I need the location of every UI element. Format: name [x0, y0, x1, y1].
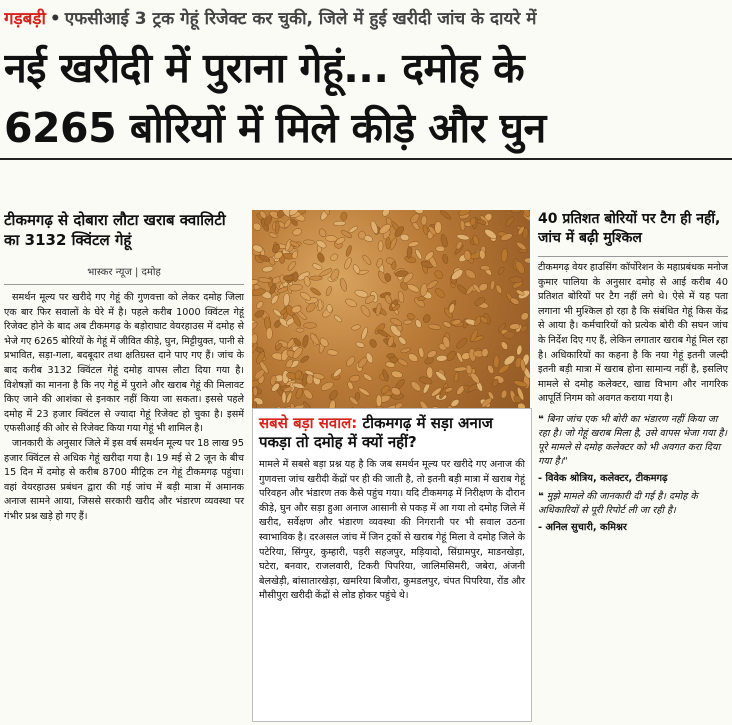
- right-article-body: टीकमगढ़ वेयर हाउसिंग कॉर्पोरेशन के महाप्रबंधक मनोज कुमार पालिया के अनुसार दमोह से आई करीब 40 प्रतिशत बोरियों पर टैग नहीं लगे थे। ऐसे में यह पता लगाना भी मुश्किल हो रहा है कि संबंधित गेहूं किस केंद्र से आया है। कर्मचारियों को प्रत्येक बोरी की सघन जांच के निर्देश दिए गए हैं, लेकिन लगातार खराब गेहूं मिल रहा है। अधिकारियों का कहना है कि नया गेहूं इतनी जल्दी इतनी बड़ी मात्रा में खराब होना सामान्य नहीं है, इसलिए मामले से दमोह कलेक्टर, खाद्य विभाग और नागरिक आपूर्ति निगम को अवगत कराया गया है।: [538, 262, 728, 405]
- headline-rule: [0, 158, 732, 160]
- quote-mark-icon: ❝: [538, 490, 544, 502]
- wheat-grains-image: [252, 210, 530, 440]
- left-divider: [4, 284, 244, 285]
- commissioner-attribution: - अनिल सुचारी, कमिश्नर: [538, 521, 627, 533]
- kicker-bullet: •: [49, 9, 61, 29]
- headline-line-1: नई खरीदी में पुराना गेहूं... दमोह के: [4, 44, 525, 92]
- kicker-tag: गड़बड़ी: [4, 9, 46, 29]
- wheat-photo: [252, 210, 530, 440]
- kicker-text: एफसीआई 3 ट्रक गेहूं रिजेक्ट कर चुकी, जिले में हुई खरीदी जांच के दायरे में: [64, 9, 537, 29]
- big-question-text: टीकमगढ़ में सड़ा अनाज पकड़ा तो दमोह में क्यों नहीं?: [259, 414, 493, 451]
- headline-line-2: 6265 बोरियों में मिले कीड़े और घुन: [4, 104, 546, 152]
- commissioner-quote: [538, 490, 728, 518]
- big-question-box: [252, 408, 532, 722]
- collector-quote: [538, 413, 728, 469]
- right-divider: [538, 256, 728, 257]
- collector-quote-text: बिना जांच एक भी बोरी का भंडारण नहीं किया जा रहा है। जो गेहूं खराब मिला है, उसे वापस भेजा गया है। पूरे मामले से दमोह कलेक्टर को भी अवगत करा दिया गया है।": [538, 413, 727, 467]
- kicker-line: [4, 6, 728, 30]
- left-column: [4, 210, 244, 525]
- byline: भास्कर न्यूज | दमोह: [87, 267, 161, 278]
- left-subheading: टीकमगढ़ से दोबारा लौटा खराब क्वालिटी का 3132 क्विंटल गेहूं: [4, 211, 226, 249]
- quote-mark-icon: ❝: [538, 413, 544, 425]
- left-paragraph-2: जानकारी के अनुसार जिले में इस वर्ष समर्थन मूल्य पर 18 लाख 95 हजार क्विंटल से अधिक गेहूं खरीदा गया है। 19 मई से 2 जून के बीच 15 दिन में दमोह से करीब 8700 मीट्रिक टन गेहूं टीकमगढ़ पहुंचा। वहां वेयरहाउस प्रबंधन द्वारा की गई जांच में बड़ी मात्रा में अमानक अनाज सामने आया, जिससे सरकारी खरीद और भंडारण व्यवस्था पर गंभीर प्रश्न खड़े हो गए हैं।: [4, 437, 244, 522]
- right-subheading: 40 प्रतिशत बोरियों पर टैग ही नहीं, जांच में बढ़ी मुश्किल: [538, 211, 721, 246]
- right-column: [538, 210, 728, 533]
- collector-attribution: - विवेक श्रोत्रिय, कलेक्टर, टीकमगढ़: [538, 472, 668, 484]
- commissioner-quote-text: मुझे मामले की जानकारी दी गई है। दमोह के अधिकारियों से पूरी रिपोर्ट ली जा रही है।: [538, 490, 698, 516]
- left-paragraph-1: समर्थन मूल्य पर खरीदे गए गेहूं की गुणवत्ता को लेकर दमोह जिला एक बार फिर सवालों के घेरे में है। पहले करीब 1000 क्विंटल गेहूं रिजेक्ट होने के बाद अब टीकमगढ़ के बड़ोराघाट वेयरहाउस में दमोह से भेजे गए 6265 बोरियों के गेहूं में जीवित कीड़े, घुन, मिट्टीयुक्त, पानी से प्रभावित, सड़ा-गला, बदबूदार तथा क्षतिग्रस्त दाने पाए गए हैं। जांच के बाद करीब 3132 क्विंटल गेहूं दमोह वापस लौटा दिया गया है। विशेषज्ञों का मानना है कि नए गेहूं में पुराने और खराब गेहूं की मिलावट किए जाने की आशंका से इनकार नहीं किया जा सकता। इससे पहले दमोह में 23 हजार क्विंटल से ज्यादा गेहूं रिजेक्ट हो चुका है। इसमें एफसीआई की ओर से रिजेक्ट किया गया गेहूं भी शामिल है।: [4, 292, 244, 435]
- big-question-label: सबसे बड़ा सवाल:: [259, 414, 358, 432]
- big-question-body: मामले में सबसे बड़ा प्रश्न यह है कि जब समर्थन मूल्य पर खरीदे गए अनाज की गुणवत्ता जांच खरीदी केंद्रों पर ही की जाती है, तो इतनी बड़ी मात्रा में खराब गेहूं परिवहन और भंडारण तक कैसे पहुंच गया। यदि टीकमगढ़ में निरीक्षण के दौरान कीड़े, घुन और सड़ा हुआ अनाज आसानी से पकड़ में आ गया तो दमोह जिले में खरीद, सर्वेक्षण और भंडारण व्यवस्था की निगरानी पर भी सवाल उठना स्वाभाविक है। दरअसल जांच में जिन ट्रकों से खराब गेहूं मिला वे दमोह जिले के पटेरिया, सिंग्पुर, कुम्हारी, पड़री सहजपुर, मड़ियादो, सिंग्रामपुर, माडनखेड़ा, घटेरा, बनवार, राजलवारी, टिकरी पिपरिया, जालिमसिमरी, जबेरा, अंजनी बेलखेड़ी, बांसातारखेड़ा, खमरिया बिजौरा, कुमडलपुर, चंपत पिपरिया, रोंड और मौसीपुरा खरीदी केंद्रों से लोड होकर पहुंचे थे।: [259, 459, 525, 602]
- big-question-heading: [253, 409, 531, 454]
- left-article-body: [4, 291, 244, 525]
